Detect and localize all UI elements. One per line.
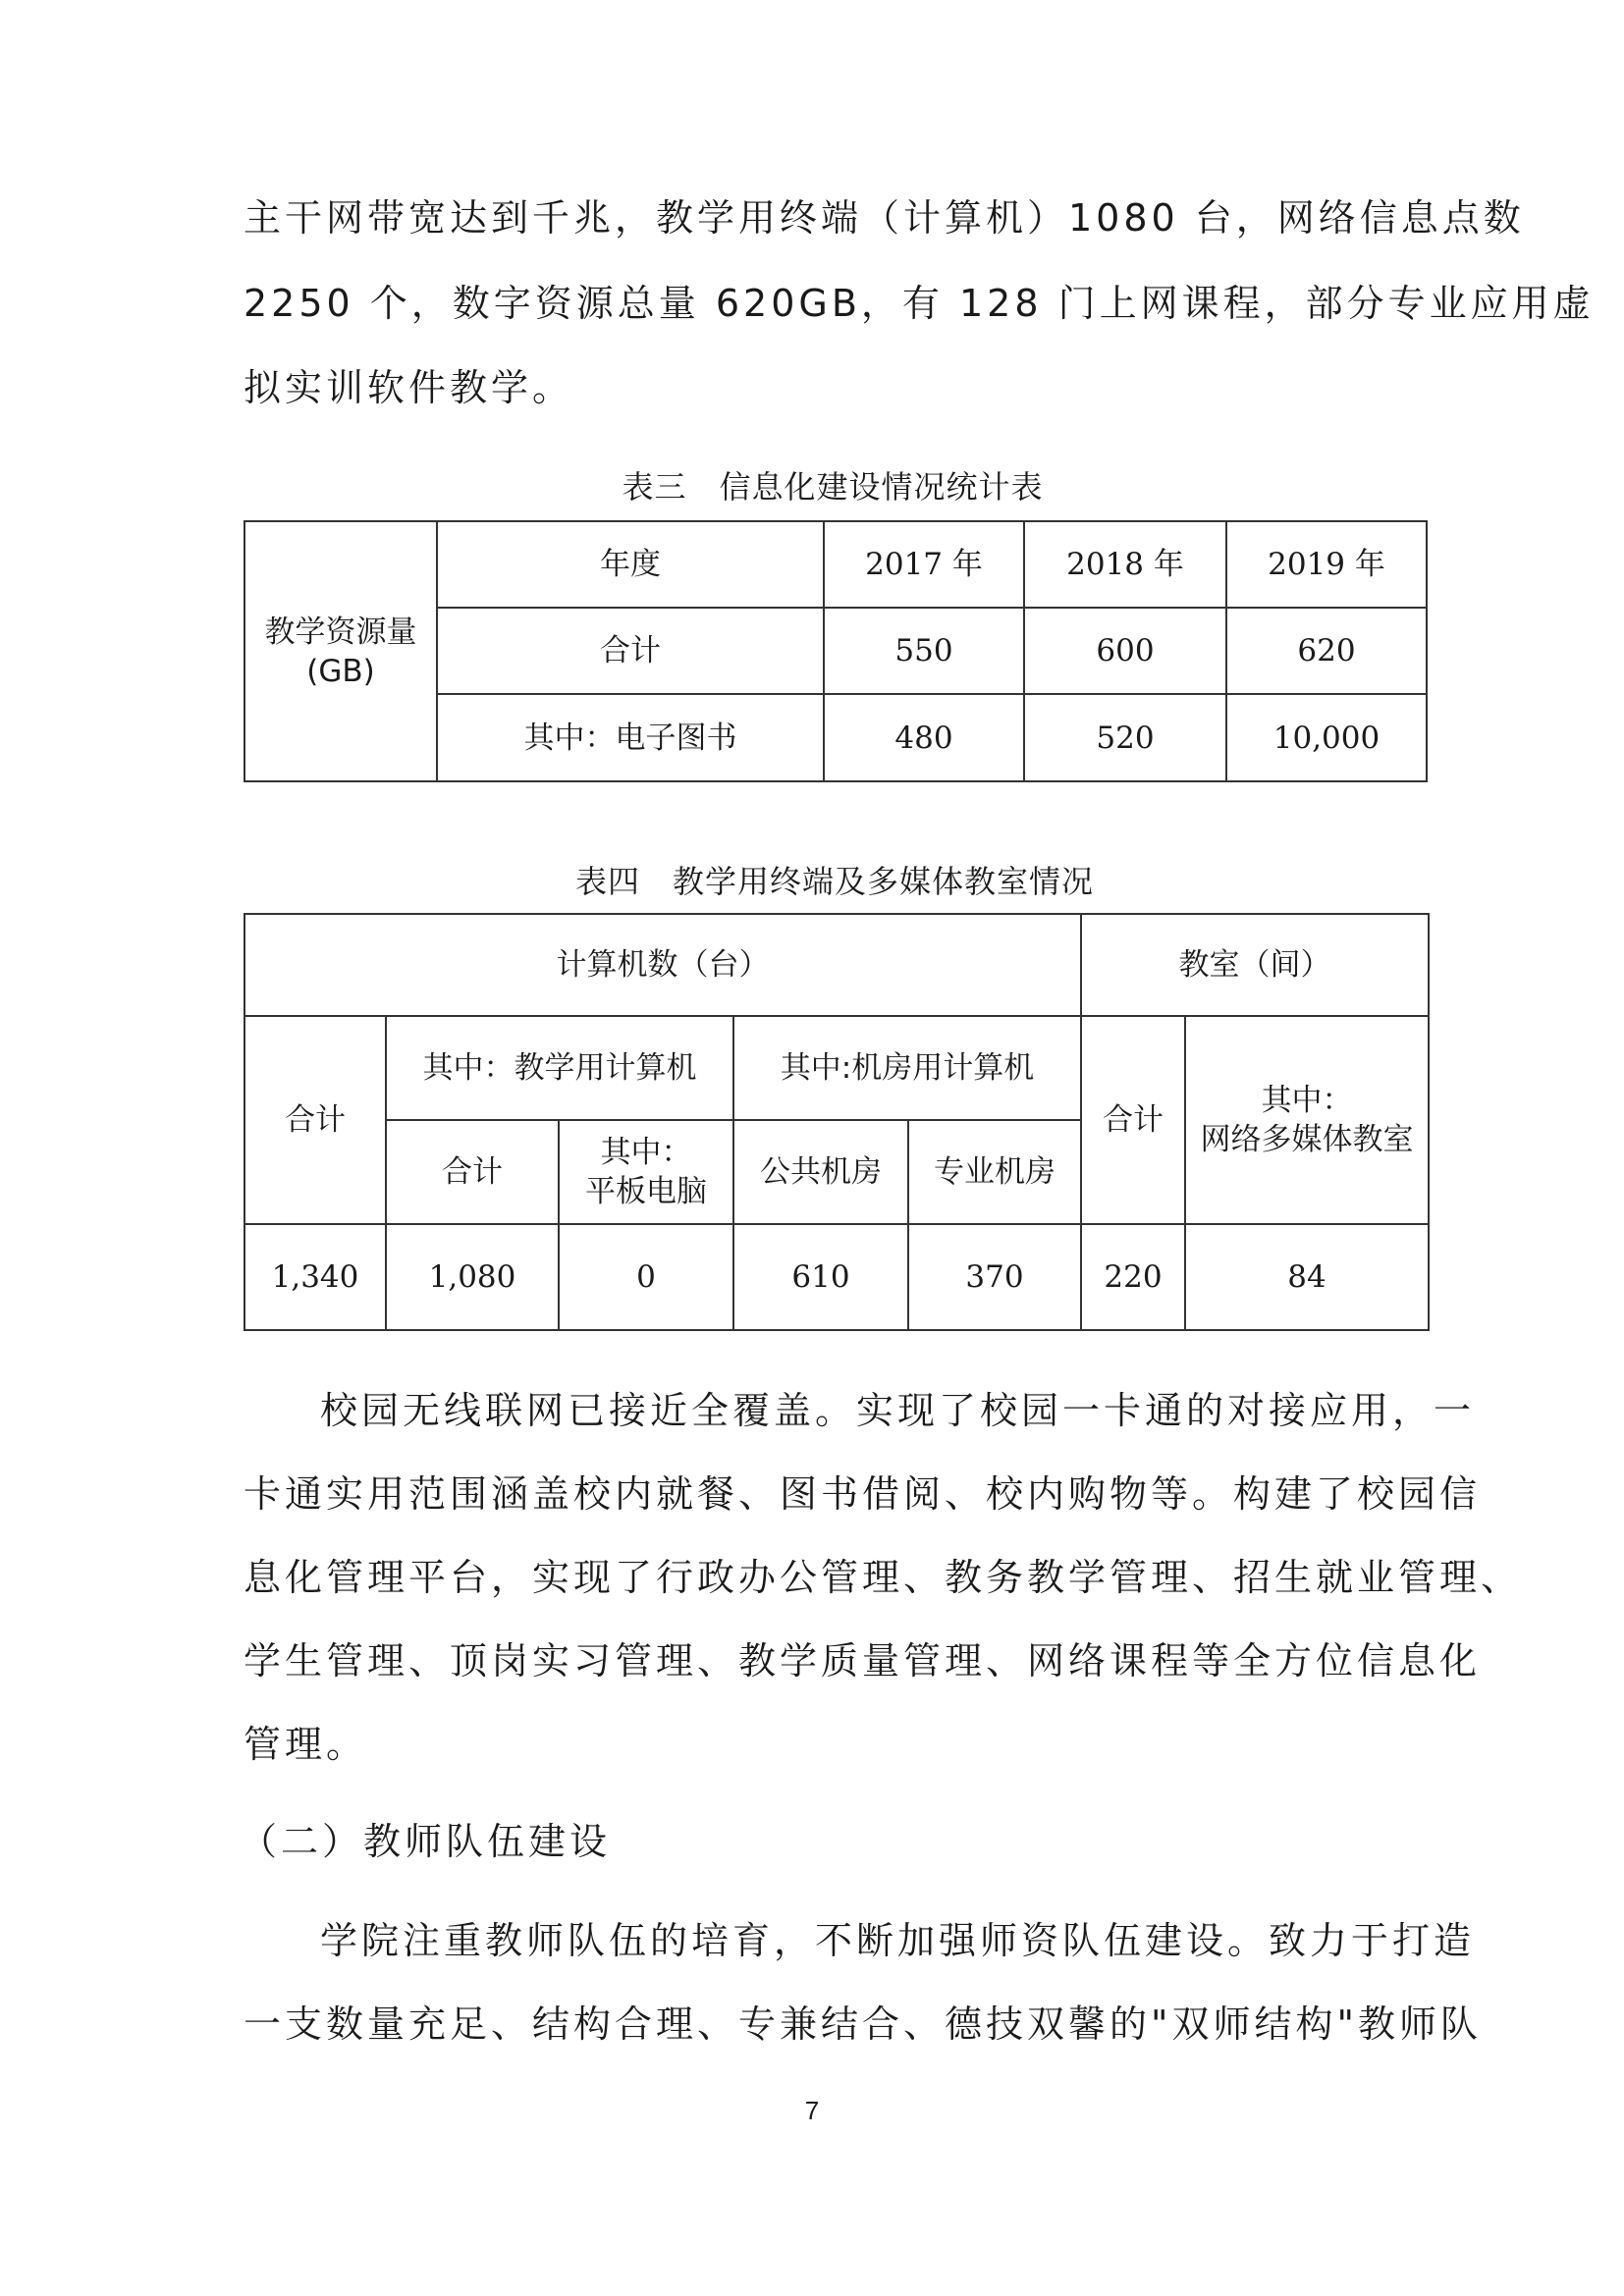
body-line-5: 管理。 [244,1723,368,1766]
intro-line-2: 2250 个，数字资源总量 620GB，有 128 门上网课程，部分专业应用虚 [244,282,1595,325]
body-line-1: 校园无线联网已接近全覆盖。实现了校园一卡通的对接应用，一 [320,1389,1476,1432]
table4-header-row-1 [244,914,1429,1016]
body-line-4: 学生管理、顶岗实习管理、教学质量管理、网络课程等全方位信息化 [244,1639,1482,1682]
table4-header-row-2 [244,1016,1429,1120]
table3-year-2017: 2017 年 [824,521,1024,608]
table-row [244,1224,1429,1330]
table4-public-lab-label: 公共机房 [733,1120,908,1224]
intro-line-1: 主干网带宽达到千兆，教学用终端（计算机）1080 台，网络信息点数 [244,196,1525,240]
table4-computers-header: 计算机数（台） [244,914,1081,1016]
table3-header-row [244,521,1427,608]
table3-year-2019: 2019 年 [1226,521,1427,608]
table3-ebook-2018: 520 [1024,694,1226,781]
table4-total-label: 合计 [244,1016,386,1224]
table4-classrooms-header: 教室（间） [1081,914,1429,1016]
page-number: 7 [804,2096,820,2125]
table3-total-2017: 550 [824,608,1024,694]
closing-line-2: 一支数量充足、结构合理、专兼结合、德技双馨的"双师结构"教师队 [244,2002,1482,2046]
table3-total-2019: 620 [1226,608,1427,694]
table3-year-2018: 2018 年 [1024,521,1226,608]
table4-specialty-lab-label: 专业机房 [908,1120,1081,1224]
table3-ebook-2017: 480 [824,694,1024,781]
intro-line-3: 拟实训软件教学。 [244,366,574,409]
table4-classroom-total-label: 合计 [1081,1016,1185,1224]
table4-tablet-value: 0 [559,1224,733,1330]
table4-multimedia-value: 84 [1185,1224,1429,1330]
table4-classroom-total-value: 220 [1081,1224,1185,1330]
table4-teaching-total-label: 合计 [386,1120,559,1224]
table4-computers-total: 1,340 [244,1224,386,1330]
table3-year-header: 年度 [437,521,824,608]
table4-teaching-header: 其中：教学用计算机 [386,1016,733,1120]
table4-teaching-total: 1,080 [386,1224,559,1330]
table4-public-lab-value: 610 [733,1224,908,1330]
body-line-2: 卡通实用范围涵盖校内就餐、图书借阅、校内购物等。构建了校园信 [244,1472,1482,1516]
body-line-3: 息化管理平台，实现了行政办公管理、教务教学管理、招生就业管理、 [244,1556,1523,1599]
table3 [244,520,1428,782]
closing-line-1: 学院注重教师队伍的培育，不断加强师资队伍建设。致力于打造 [320,1919,1476,1962]
table3-ebook-label: 其中：电子图书 [437,694,824,781]
table4 [244,913,1430,1331]
table4-specialty-lab-value: 370 [908,1224,1081,1330]
table3-row-group-label: 教学资源量 (GB) [244,521,437,781]
table4-lab-header: 其中:机房用计算机 [733,1016,1081,1120]
table4-tablet-label: 其中： 平板电脑 [559,1120,733,1224]
table3-total-2018: 600 [1024,608,1226,694]
table3-ebook-2019: 10,000 [1226,694,1427,781]
section-heading: （二）教师队伍建设 [240,1820,612,1863]
table4-multimedia-label: 其中： 网络多媒体教室 [1185,1016,1429,1224]
table4-caption: 表四 教学用终端及多媒体教室情况 [574,863,1094,900]
table3-total-label: 合计 [437,608,824,694]
table3-caption: 表三 信息化建设情况统计表 [622,468,1044,506]
